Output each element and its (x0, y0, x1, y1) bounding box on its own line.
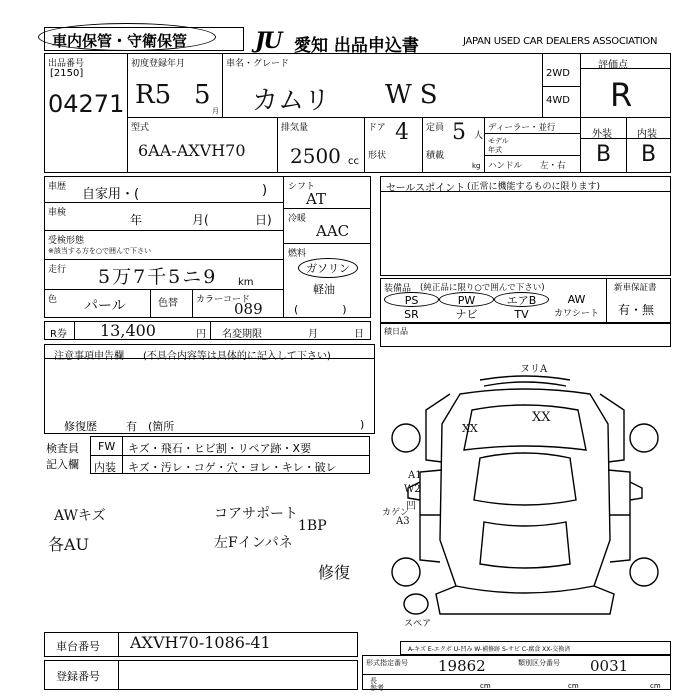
diagram-mark-a3: A3 (396, 516, 410, 527)
name-change-month: 月 (308, 329, 318, 340)
capacity-unit: 人 (474, 131, 484, 141)
equipment-label: 装備品 (384, 284, 412, 294)
spare-label: スペア (404, 619, 432, 629)
diagram-mark-xx-left: XX (462, 422, 478, 435)
removed-item-frame (380, 323, 671, 347)
fuel-label: 燃料 (288, 249, 307, 259)
inspector-fw-text: キズ・飛石・ヒビ割・リペア跡・X要 (128, 442, 312, 455)
registration-month-unit: 月 (212, 107, 219, 115)
removed-item-label: 積日品 (384, 327, 408, 336)
diagram-mark-paint-a: ヌリA (520, 364, 548, 375)
grade-point-label: 評価点 (598, 60, 628, 71)
diagram-mark-dent: 凹 (406, 501, 416, 512)
car-grade: WS (385, 80, 446, 110)
displacement-label: 排気量 (281, 123, 309, 133)
drive-2wd: 2WD (546, 68, 570, 79)
model-year-label-2: 年式 (488, 146, 502, 154)
registration-label: 初度登録年月 (131, 59, 186, 69)
recycle-value: 13,400 (100, 321, 156, 340)
model-year-label-1: モデル (488, 137, 509, 145)
note-repair: 修復 (318, 563, 351, 582)
lot-sub-code: [2150] (50, 68, 84, 79)
equipment-item: エアB (494, 292, 549, 307)
note-aw-scratch: AWキズ (54, 508, 106, 524)
note-each-au: 各AU (48, 535, 90, 554)
doors-shape-label: 形状 (368, 151, 387, 161)
fuel-diesel: 軽油 (313, 283, 335, 296)
class-number-label: 類別区分番号 (518, 659, 560, 667)
inspector-label-2: 記入欄 (46, 458, 79, 471)
equipment-item: PS (384, 292, 439, 307)
class-number-value: 0031 (590, 657, 629, 675)
color-label: 色 (48, 295, 58, 305)
history-close: ) (262, 183, 268, 198)
car-diagram (380, 350, 671, 640)
displacement-unit: cc (348, 156, 359, 167)
recycle-frame (44, 321, 371, 340)
new-cert-value: 有・無 (618, 303, 655, 317)
lot-number: 04271 (48, 90, 125, 118)
form-number-label: 形式指定番号 (366, 659, 408, 667)
mileage-value: 5万7千5ニ9 (98, 266, 218, 288)
equipment-item: TV (514, 308, 529, 321)
color-code-label: カラーコード (196, 295, 251, 305)
capacity-load-unit: kg (472, 162, 481, 170)
color-repaint-label: 色替 (158, 298, 178, 309)
size-unit-1: cm (480, 682, 491, 690)
equipment-item: SR (404, 308, 419, 321)
sales-points-label: セールスポイント (386, 183, 466, 194)
size-label-1: 長 (370, 677, 377, 685)
reg-number-label: 登録番号 (56, 670, 100, 683)
displacement-value: 2500 (290, 144, 341, 168)
fuel-other: ( ) (294, 303, 347, 316)
diagram-mark-xx-top: XX (532, 410, 551, 425)
inspection-year: 年 (130, 213, 143, 227)
handle-options: 左・右 (540, 161, 566, 171)
aircon-value: AAC (316, 222, 350, 240)
color-code-value: 089 (234, 300, 263, 318)
history-label: 車歴 (48, 182, 67, 192)
diagram-mark-a1: A1 (408, 470, 422, 481)
equipment-item: カワシート (553, 309, 599, 319)
capacity-label: 定員 (426, 123, 445, 133)
storage-tag: 車内保管・守衛保管 (52, 32, 188, 50)
color-value: パール (84, 298, 126, 314)
car-name-label: 車名・グレード (226, 59, 290, 69)
legend-text: A-キズ E-エクボ U-凹み W-補修跡 S-サビ C-腐食 XX-交換済 (408, 646, 571, 653)
exterior-label: 外装 (592, 129, 612, 140)
capacity-load-label: 積載 (426, 151, 445, 161)
shift-label: シフト (288, 182, 316, 192)
shift-value: AT (306, 190, 327, 208)
doors-label: ドア (368, 123, 386, 133)
transfer-note: ※該当する方を○で囲んで下さい (48, 247, 151, 255)
form-title: 愛知 出品申込書 (294, 36, 419, 56)
new-cert-label: 新車保証書 (614, 283, 657, 293)
name-change-label: 名変期限 (222, 329, 262, 340)
equipment-item: PW (439, 292, 494, 307)
registration-era-year: R5 (135, 80, 172, 110)
notes-label: 注意事項申告欄 (54, 351, 124, 362)
note-left-panel: 左Fインパネ (214, 535, 293, 551)
capacity-value: 5 (452, 120, 466, 145)
form-subtitle: JAPAN USED CAR DEALERS ASSOCIATION (463, 36, 658, 47)
transfer-label: 受検形態 (48, 236, 85, 246)
grade-point-value: R (610, 76, 633, 114)
recycle-label: R券 (50, 329, 67, 340)
mileage-unit: km (238, 277, 254, 288)
size-unit-2: cm (568, 682, 579, 690)
size-unit-3: cm (650, 682, 661, 690)
aircon-label: 冷暖 (288, 214, 307, 224)
inspector-int-label: 内装 (94, 461, 116, 474)
inspector-label-1: 検査員 (46, 442, 79, 455)
interior-label: 内装 (637, 129, 657, 140)
repair-history-label: 修復歴 (64, 420, 97, 433)
recycle-unit: 円 (196, 329, 206, 340)
model-label: 型式 (131, 123, 150, 133)
inspection-day: 日) (255, 213, 272, 227)
note-core-support: コアサポート (214, 506, 298, 522)
inspection-month: 月( (192, 213, 209, 227)
handle-label: ハンドル (488, 161, 523, 171)
inspector-int-text: キズ・汚レ・コゲ・穴・ヨレ・キレ・破レ (128, 461, 337, 474)
model-value: 6AA-AXVH70 (138, 141, 246, 160)
car-name: カムリ (252, 86, 331, 116)
repair-history-value: 有 (126, 420, 137, 433)
equipment-grid (384, 292, 604, 322)
dealer-import-label: ディーラー・並行 (488, 123, 556, 133)
ju-logo: JU (255, 28, 281, 54)
lot-label: 出品番号 (48, 59, 85, 69)
name-change-day: 日 (354, 329, 364, 340)
inspector-fw-label: FW (98, 440, 116, 453)
chassis-value: AXVH70-1086-41 (130, 633, 271, 652)
repair-history-part: (箇所 (148, 420, 175, 433)
registration-month: 5 (194, 80, 211, 110)
doors-value: 4 (395, 120, 409, 145)
repair-history-close: ) (360, 418, 365, 431)
note-1bp: 1BP (298, 518, 327, 534)
diagram-mark-w2: W2 (404, 484, 421, 495)
mileage-label: 走行 (48, 265, 67, 275)
inspection-label: 車検 (48, 208, 67, 218)
sales-points-note: (正常に機能するものに限ります) (467, 182, 601, 192)
fuel-gasoline: ガソリン (306, 262, 350, 275)
equipment-note: (純正品に限り○で囲んで下さい) (420, 283, 545, 293)
form-number-value: 19862 (438, 657, 486, 675)
equipment-item: ナビ (455, 308, 478, 321)
interior-value: B (641, 142, 657, 167)
exterior-value: B (596, 142, 612, 167)
drive-4wd: 4WD (546, 95, 570, 106)
equipment-item: AW (567, 293, 586, 306)
diagram-mark-kagen: カゲン (382, 508, 409, 518)
history-value: 自家用・( (82, 187, 140, 202)
chassis-label: 車台番号 (56, 640, 100, 653)
notes-note: (不具合内容等は具体的に記入して下さい) (143, 351, 331, 362)
size-label-2: 参考 (370, 684, 384, 692)
